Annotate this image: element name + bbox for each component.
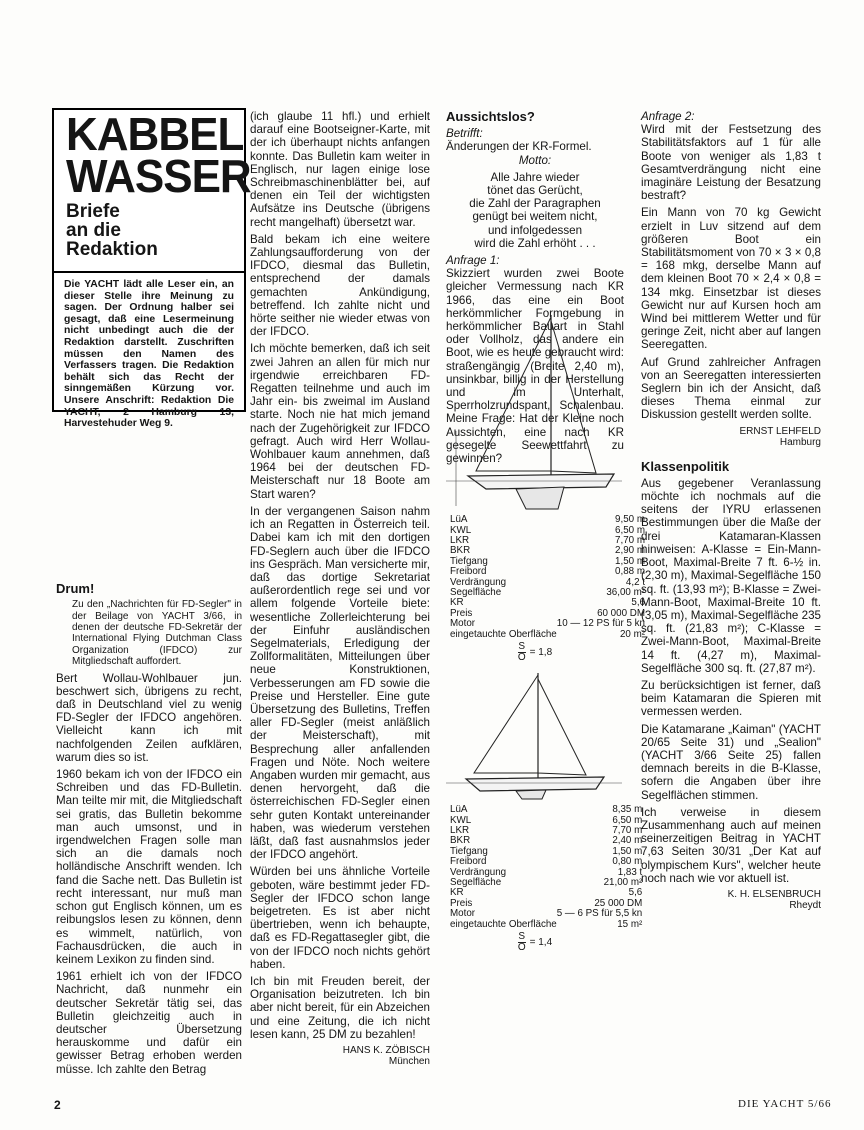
paragraph: In der vergangenen Saison nahm ich an Regatten in Österreich teil. Dabei kam ich mit den dortigen FD-Seglern auch über die IFDCO ins Gespräch. Man versicherte mir, daß das dortige Sekretariat außerordentlich rege sei und vor allem folgende Vorteile biete: wesentliche Zollerleichterung bei der Einfuhr ausländischen Segelmaterials, Erledigung der Zollformalitäten, Mitteilungen über neue Konstruktionen, Verbesserungen am FD sowie die Preise und Hersteller. Eine gute Übersetzung des Bulletins, Treffen aller FD-Segler (meist anläßlich der Meisterschaft), mit Besprechung aller anfallenden Fragen und Nöte. Noch weitere Angaben wurden mir gemacht, aus denen hervorgeht, daß die österreichischen FD-Segler einen sehr guten Kontakt untereinander haben, was wiederum verstehen läßt, daß fast ausnahmslos jeder der IFDCO angehört. [250,504,430,862]
spec-label: BKR [450,545,471,557]
letter-drum-column2 [250,110,430,1073]
paragraph: 1961 erhielt ich von der IFDCO Nachricht, daß nunmehr ein deutscher Sekretär tätig sei, das Bulletin gleichzeitig auch in deutscher Übersetzung herauskomme und dafür ein gewisser Betrag erhoben werden müsse. Ich zahlte den Betrag [56,970,242,1076]
letter-heading: Aussichtslos? [446,109,535,124]
signature: ERNST LEHFELD [739,425,821,437]
spec-row [450,920,642,930]
spec-label: KWL [450,814,472,826]
spec-label: LüA [450,804,468,816]
letter-column4 [641,110,821,917]
spec-row [450,588,645,598]
betrifft-label: Betrifft: [446,127,483,141]
ratio-boat2 [446,932,624,953]
spec-label: LKR [450,824,470,836]
motto-line: Alle Jahre wieder [490,170,580,184]
spec-row [450,857,642,867]
spec-value: 5,6 [628,887,643,899]
spec-label: BKR [450,835,471,847]
spec-label: KWL [450,524,472,536]
spec-value: 6,50 m [612,814,643,826]
signature-place: Rheydt [789,899,821,911]
spec-value: 1,50 m [612,845,643,857]
spec-value: 1,83 t [617,866,643,878]
subtitle-line: Briefe [66,201,120,222]
spec-label: Freibord [450,856,487,868]
signature: K. H. ELSENBRUCH [727,888,821,900]
spec-label: Segelfläche [450,587,502,599]
anfrage-label: Anfrage 2: [641,110,695,123]
spec-value: 2,90 m [615,545,645,557]
ratio-denominator: O [517,941,526,953]
spec-value: 0,88 m [615,566,645,578]
issue-label: DIE YACHT 5/66 [738,1098,832,1110]
ratio-numerator: S [518,641,526,653]
anfrage-text: Skizziert wurden zwei Boote gleicher Vermessung nach KR 1966, das eine ein Boot herkömmlicher Formgebung in herkömmlicher Bauart in Stahl oder Vollholz, das andere ein Boot, wie es heute gebraucht wird: straßengängig (Breite 2,40 m), unsinkbar, billig in der Herstellung und im Unterhalt, Sperrholzrundspant, Schalenbau. Meine Frage: Hat der Kleine noch Aussichten, eine nach KR gesegelte Seewettfahrt zu gewinnen? [446,267,624,466]
spec-row [450,805,642,815]
ratio-denominator: O [517,652,526,664]
spec-label: LüA [450,514,468,526]
spec-label: eingetauchte Oberfläche [450,918,557,930]
paragraph: 1960 bekam ich von der IFDCO ein Schreiben und das FD-Bulletin. Man teilte mir mit, die Mitgliedschaft sei gratis, das Bulletin bekomme man auch umsonst, und in irgendwelchen Fragen solle man sich an die damals noch holländische Anschrift wenden. Ich fand die Sache nett. Das Bulletin ist recht interessant, nur muß man schon gut Englisch können, um es reibungslos lesen zu können, denn es wimmelt, natürlich, von Fachausdrücken, die auch in keinem Lexikon zu finden sind. [56,768,242,966]
paragraph: Bert Wollau-Wohlbauer jun. beschwert sich, übrigens zu recht, daß in Deutschland viel zu wenig FD-Segler der IFDCO angehören. Vielleicht kann ich mit nachfolgenden Zeilen aufklären, warum dies so ist. [56,671,242,764]
column-header-box [52,108,251,430]
motto-line: genügt bei weitem nicht, [472,210,598,224]
letter-heading: Klassenpolitik [641,458,730,474]
motto-line: und infolgedessen [487,223,583,237]
spec-label: Tiefgang [450,555,488,567]
motto-line: wird die Zahl erhöht . . . [474,236,596,250]
paragraph: Die Katamarane „Kaiman" (YACHT 20/65 Seite 31) und „Sealion" (YACHT 3/66 Seite 25) fallen demnach bereits in die B-Klasse, sofern die Angaben über ihre Segelflächen stimmen. [641,722,821,802]
motto-label: Motto: [518,153,552,167]
spec-value: 25 000 DM [594,897,643,909]
spec-label: KR [450,887,464,899]
title-line: KABBEL [66,108,244,161]
letter-lead: Zu den „Nachrichten für FD-Segler" in der Beilage von YACHT 3/66, in denen der deutsche FD-Sekretär der International Flying Dutchman Class Organization (IFDCO) zur Mitgliedschaft auffordert. [72,599,242,668]
paragraph: (ich glaube 11 hfl.) und erhielt darauf eine Bootseigner-Karte, mit der ich überhaupt nichts anfangen konnte. Das Bulletin kam weiter in Englisch, nur lagen einige lose Schreibmaschinenblätter bei, auf denen ein Teil der wichtigsten Aufsätze ins Deutsche (übrigens recht mangelhaft) übersetzt war. [250,110,430,229]
spec-value: 2,40 m [612,835,643,847]
spec-value: 9,50 m [615,514,645,526]
letter-drum-column1 [56,582,242,1080]
ratio-numerator: S [518,930,526,942]
subtitle-line: Redaktion [66,239,158,260]
letter-heading: Drum! [56,581,95,596]
betrifft-text: Änderungen der KR-Formel. [446,140,592,154]
spec-label: eingetauchte Oberfläche [450,628,557,640]
spec-value: 5 — 6 PS für 5,5 kn [556,908,643,920]
spec-label: LKR [450,535,470,547]
spec-value: 36,00 m² [606,587,645,599]
spec-value: 7,70 m [615,535,645,547]
ratio-boat1 [446,642,624,663]
spec-value: 10 — 12 PS für 5 kn [556,618,645,630]
spec-value: 0,80 m [612,856,643,868]
editorial-note: Die YACHT lädt alle Leser ein, an dieser Stelle ihre Meinung zu sagen. Der Ordnung halber sei gesagt, daß eine Lesermeinung nicht unbedingt auch die der Redaktion darstellt. Zuschriften müssen den Namen des Verfassers tragen. Die Redaktion behält sich das Recht der sinngemäßen Kürzung vor. Unsere Anschrift: Redaktion Die YACHT, 2 Hamburg 13, Harvestehuder Weg 9. [64,279,234,430]
spec-row [450,630,645,640]
spec-label: Preis [450,607,473,619]
spec-value: 21,00 m² [603,876,643,888]
spec-label: Tiefgang [450,845,488,857]
column-title [54,108,251,203]
spec-value: 20 m² [619,628,645,640]
subtitle-line: an die [66,220,121,241]
spec-label: Freibord [450,566,487,578]
paragraph: Zu berücksichtigen ist ferner, daß beim Katamaran die Spieren mit vermessen werden. [641,678,821,719]
page-number: 2 [54,1098,61,1112]
spec-value: 60 000 DM [597,607,645,619]
paragraph: Würden bei uns ähnliche Vorteile geboten, wäre bestimmt jeder FD-Segler der IFDCO schon lange beigetreten. Es ist aber nicht übertrieben, wenn ich behaupte, daß es FD-Regattasegler gibt, die von der IFDCO noch nichts gehört haben. [250,865,430,971]
spec-label: Motor [450,908,476,920]
column-subtitle [54,194,244,259]
anfrage-label: Anfrage 1: [446,254,500,268]
spec-label: Segelfläche [450,876,502,888]
signature-place: Hamburg [779,436,821,448]
spec-table-boat2 [450,805,642,930]
spec-label: Motor [450,618,476,630]
ratio-value: = 1,8 [529,647,553,659]
spec-label: KR [450,597,464,609]
spec-value: 15 m² [617,918,643,930]
paragraph: Ich möchte bemerken, daß ich seit zwei Jahren an allen für mich nur irgendwie erreichbaren FD-Regatten teilnehme und auch im Jahr ein- bis zweimal im Ausland starte. Noch nie hat mich jemand nach der Zugehörigkeit zur IFDCO gefragt. Auch wird Herr Wollau-Wohlbauer kaum annehmen, daß 1964 bei der deutschen FD-Meisterschaft nur 18 Boote am Start waren? [250,342,430,501]
paragraph: Ich bin mit Freuden bereit, der Organisation beizutreten. Ich bin aber nicht bereit, für ein Abzeichen und eine Zeitung, die ich nicht lesen kann, 25 DM zu bezahlen! [250,975,430,1041]
paragraph: Ein Mann von 70 kg Gewicht erzielt in Luv sitzend auf dem größeren Boot ein Stabilitätsmoment von 70 × 3 × 0,8 = 168 mkg, derselbe Mann auf dem kleinen Boot 70 × 2,4 × 0,8 = 134 mkg. Einsetzbar ist dieses Gewicht nur auf Kursen hoch am Wind bei mittlerem Wetter und für geringe Zeit, nicht aber auf langen Seeregatten. [641,206,821,352]
spec-label: Verdrängung [450,866,507,878]
motto-line: tönet das Gerücht, [487,184,583,198]
spec-row [450,878,642,888]
spec-value: 4,2 t [625,576,645,588]
anfrage-text: Wird mit der Festsetzung des Stabilitätsfaktors auf 1 für alle Boote von weniger als 1,83 t Gesamtverdrängung nicht eine imaginäre Leistung der Besatzung bestraft? [641,123,821,203]
spec-value: 5,6 [631,597,645,609]
paragraph: Auf Grund zahlreicher Anfragen von an Seeregatten interessierten Seglern bin ich der Ansicht, daß dieses Thema einmal zur Diskussion gestellt werden sollte. [641,355,821,422]
signature: HANS K. ZÖBISCH [342,1045,430,1057]
signature-place: München [388,1056,430,1068]
spec-value: 8,35 m [612,804,643,816]
boat-drawing-2 [446,671,622,801]
spec-table-boat1 [450,515,645,640]
paragraph: Bald bekam ich eine weitere Zahlungsaufforderung von der IFDCO, diesmal das Bulletin, entsprechend der damals gemachten Ankündigung, betreffend. Ich zahlte nicht und hörte seither nie wieder etwas von der IFDCO. [250,232,430,339]
spec-value: 7,70 m [612,824,643,836]
spec-label: Verdrängung [450,576,507,588]
spec-value: 1,50 m [615,555,645,567]
title-line: WASSER [66,150,251,203]
spec-label: Preis [450,897,473,909]
letter-aussichtslos [446,109,645,961]
spec-value: 6,50 m [615,524,645,536]
ratio-value: = 1,4 [529,937,553,949]
paragraph: Aus gegebener Veranlassung möchte ich nochmals auf die seitens der IYRU erlassenen Bestimmungen über die Maße der drei Katamaran-Klassen hinweisen: A-Klasse = Ein-Mann-Boot, Maximal-Breite 7 ft. 6-½ in. (2,30 m), Maximal-Segelfläche 150 sq. ft. (13,93 m²); B-Klasse = Zwei-Mann-Boot, Maximal-Breite 10 ft. (3,05 m), Maximal-Segelfläche 235 sq. ft. (21,83 m²); C-Klasse = Zwei-Mann-Boot, Maximal-Breite 14 ft. (4,27 m), Maximal-Segelfläche 300 sq. ft. (27,87 m²). [641,476,821,675]
motto-line: die Zahl der Paragraphen [469,197,601,211]
paragraph: Ich verweise in diesem Zusammenhang auch auf meinen seinerzeitigen Beitrag in YACHT 7,63 Seiten 30/31 „Der Kat auf olympischem Kurs", welcher heute noch nach wie vor aktuell ist. [641,805,821,885]
